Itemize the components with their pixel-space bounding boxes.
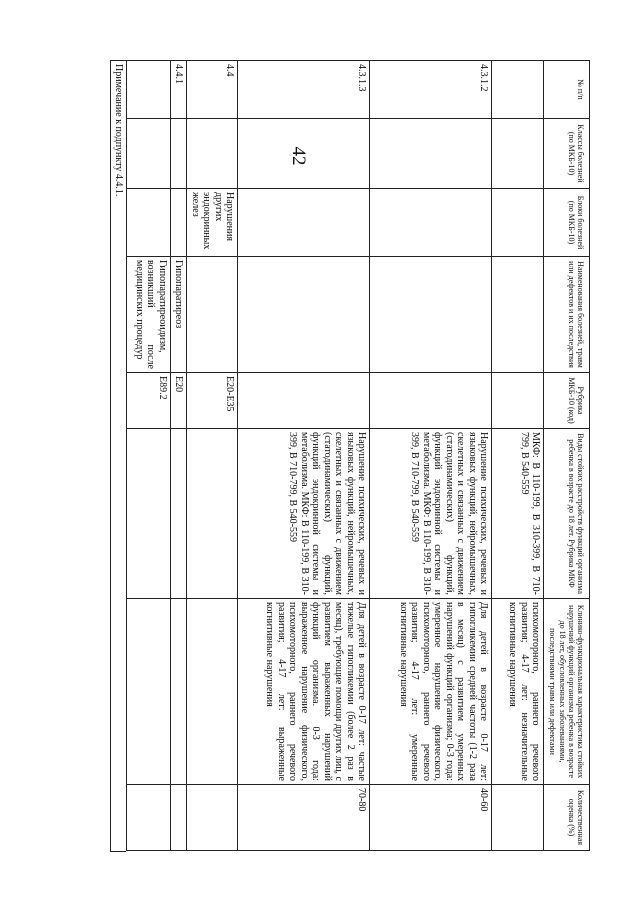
cell-functions: МКФ: В 110-199, В 310-399, В 710-799, В 540-559 [492, 429, 544, 599]
cell-block [370, 189, 492, 257]
cell-block [492, 189, 544, 257]
cell-name [370, 257, 492, 373]
cell-code [492, 373, 544, 429]
cell-characteristic: Для детей в возрасте 0-17 лет: гипогликемии средней частоты (1-2 раза в месяц) с развитием умеренных нарушений функций организма; 0-3 года: умеренное нарушение физического, психомоторного, раннего речевого развития; 4-17 лет: умеренные когнитивные нарушения [370, 599, 492, 785]
header-block: Блоки болезней (по МКБ-10) [544, 189, 590, 257]
header-characteristic: Клинико-функциональная характеристика стойких нарушений функций организма ребенка в возрасте до 18 лет, обусловленных заболеваниями, последствиями травм или дефектами [544, 599, 590, 785]
cell-class [170, 119, 187, 189]
header-percent: Количественная оценка (%) [544, 785, 590, 851]
table-row [126, 61, 170, 851]
cell-name: Гипопаратиреоз [170, 257, 187, 373]
cell-name [238, 257, 370, 373]
cell-percent [187, 785, 238, 851]
table-row [492, 61, 544, 851]
table-frame [60, 60, 590, 875]
cell-class [370, 119, 492, 189]
criteria-table [126, 60, 590, 851]
table-header-row [544, 61, 590, 851]
table-row [187, 61, 238, 851]
table-row [370, 61, 492, 851]
cell-class [492, 119, 544, 189]
cell-class [126, 119, 170, 189]
cell-percent [126, 785, 170, 851]
page-number: 42 [288, 146, 309, 166]
header-code: Рубрика МКБ-10 (код) [544, 373, 590, 429]
cell-block [170, 189, 187, 257]
cell-functions: Нарушение психических, речевых и языковых функций, нейромышечных, скелетных и связанных с движением (статодинамических) функций, функций эндокринной системы и метаболизма. МКФ: В 110-199, В 310-399, В 710-799, В 540-559 [370, 429, 492, 599]
table-row [238, 61, 370, 851]
cell-block [126, 189, 170, 257]
cell-num: 4.3.1.3 [238, 61, 370, 119]
header-class: Классы болезней (по МКБ-10) [544, 119, 590, 189]
cell-class [187, 119, 238, 189]
cell-name: Гипопаратиреоидизм, возникший после медицинских процедур [126, 257, 170, 373]
cell-code: E20 [170, 373, 187, 429]
cell-characteristic [170, 599, 187, 785]
cell-functions: Нарушение психических, речевых и языковых функций, нейромышечных, скелетных и связанных с движением (статодинамических) функций, функций эндокринной системы и метаболизма. МКФ: В 110-199, В 310-399, В 710-799, В 540-559 [238, 429, 370, 599]
cell-code [370, 373, 492, 429]
cell-num [126, 61, 170, 119]
cell-class [238, 119, 370, 189]
cell-characteristic [126, 599, 170, 785]
cell-functions [187, 429, 238, 599]
rotated-sheet [60, 60, 590, 875]
cell-percent: 70-80 [238, 785, 370, 851]
cell-block: Нарушения других эндокринных желез [187, 189, 238, 257]
cell-characteristic: Для детей в возрасте 0-17 лет: частые тяжелые гипогликемии (более 2 раз в месяц), требующие помощи других лиц, с развитием выраженных нарушений функций организма. 0-3 года: выраженное нарушение физического, психомоторного, раннего речевого развития; 4-17 лет: выраженные когнитивные нарушения [238, 599, 370, 785]
cell-characteristic: психомоторного, раннего речевого развития; 4-17 лет: незначительные когнитивные нарушения [492, 599, 544, 785]
header-functions: Виды стойких расстройств функций организма ребенка в возрасте до 18 лет. Рубрика МКФ [544, 429, 590, 599]
cell-percent [170, 785, 187, 851]
cell-num: 4.4.1 [170, 61, 187, 119]
cell-percent: 40-60 [370, 785, 492, 851]
cell-percent [492, 785, 544, 851]
table-note: Примечание к подпункту 4.4.1. [110, 60, 126, 852]
cell-characteristic [187, 599, 238, 785]
cell-name [492, 257, 544, 373]
cell-functions [170, 429, 187, 599]
table-row [170, 61, 187, 851]
cell-functions [126, 429, 170, 599]
header-name: Наименования болезней, травм или дефектов и их последствия [544, 257, 590, 373]
cell-block [238, 189, 370, 257]
cell-code [238, 373, 370, 429]
cell-num [492, 61, 544, 119]
header-num: № п/п [544, 61, 590, 119]
cell-num: 4.4 [187, 61, 238, 119]
cell-code: E89.2 [126, 373, 170, 429]
cell-name [187, 257, 238, 373]
cell-num: 4.3.1.2 [370, 61, 492, 119]
cell-code: E20-E35 [187, 373, 238, 429]
